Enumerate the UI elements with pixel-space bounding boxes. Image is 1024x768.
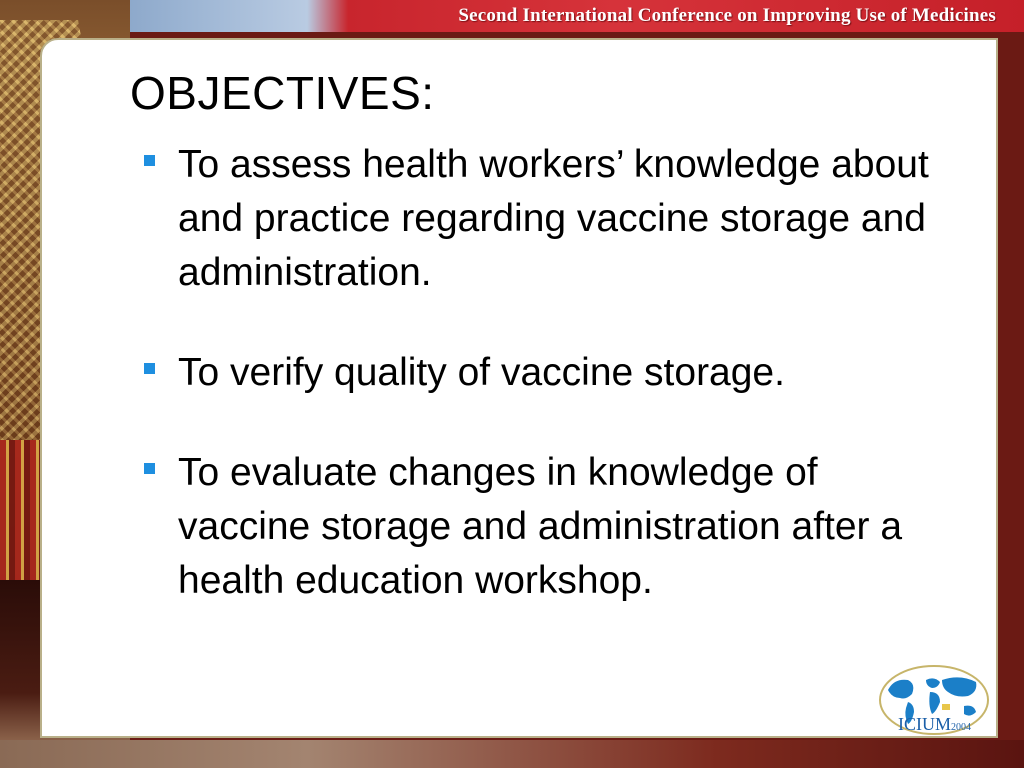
square-bullet-icon xyxy=(144,155,155,166)
conference-banner xyxy=(0,0,1024,32)
bottom-strip xyxy=(0,740,1024,768)
objective-item xyxy=(140,138,960,300)
logo-name: ICIUM xyxy=(898,714,951,734)
conference-title: Second International Conference on Improving Use of Medicines xyxy=(458,5,996,26)
objective-text: To evaluate changes in knowledge of vaccine storage and administration after a health education workshop. xyxy=(178,451,903,602)
logo-year: 2004 xyxy=(951,722,971,733)
objective-item xyxy=(140,346,960,400)
objectives-list xyxy=(140,138,960,608)
objective-text: To verify quality of vaccine storage. xyxy=(178,351,785,394)
icium-logo-text xyxy=(898,714,971,735)
objective-item xyxy=(140,446,960,608)
slide-title: OBJECTIVES: xyxy=(130,67,435,119)
square-bullet-icon xyxy=(144,463,155,474)
square-bullet-icon xyxy=(144,363,155,374)
objective-text: To assess health workers’ knowledge about and practice regarding vaccine storage and administration. xyxy=(178,143,929,294)
